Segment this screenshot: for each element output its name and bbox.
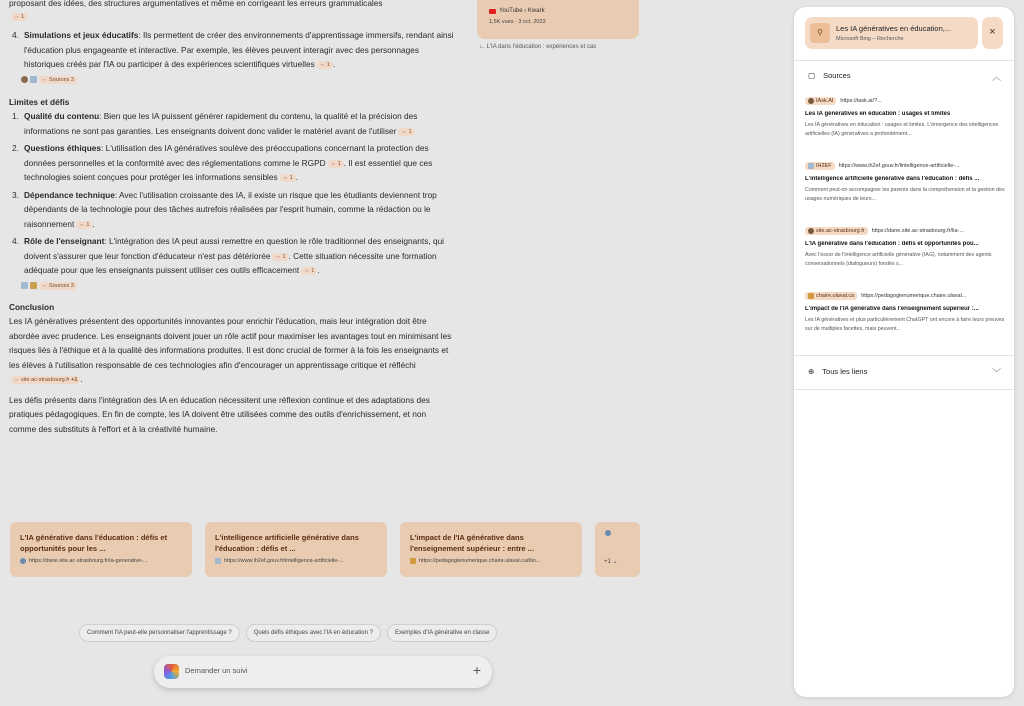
source-item[interactable]: chaire.ulaval.ca https://pedagogienumerique.chaire.ulaval... L'impact de l'IA générative dans l'enseignement supérieur :... Les IA génératives et plus particulièrement ChatGPT ont encore à faire leurs preuves sur de multiples facettes, mais peuvent... [805, 293, 1005, 332]
source-description: Les IA génératives en éducation : usages et limites. L'émergence des intelligences artificielles (IA) génératives a profondément... [805, 122, 999, 137]
site-icon [410, 558, 416, 564]
site-icon [808, 163, 814, 169]
site-icon [20, 558, 26, 564]
site-icon [215, 558, 221, 564]
card-title: L'intelligence artificielle générative dans l'éducation : défis et ... [215, 533, 359, 553]
source-item[interactable]: site.ac-strasbourg.fr https://dane.site.ac-strasbourg.fr/lia-... L'IA générative dans l'éducation : défis et opportunités pou... Avec l'essor de l'intelligence artificielle générative (IAG), notamment des agents conversationnels (dialogueurs) fondés s... [805, 227, 1005, 269]
source-title: L'intelligence artificielle générative dans l'éducation : défis ... [805, 176, 980, 182]
citation-badge[interactable]: ⇔ site.ac-strasbourg.fr +1 [11, 376, 80, 384]
card-title: L'impact de l'IA générative dans l'enseignement supérieur : entre ... [410, 533, 534, 553]
source-url: https://pedagogienumerique.chaire.ulaval... [861, 293, 967, 299]
source-description: Avec l'essor de l'intelligence artificielle générative (IAG), notamment des agents conversationnels (dialogueurs) fondés s... [805, 252, 992, 267]
more-links-card[interactable]: +1 ⌄ [595, 522, 640, 577]
citation-badge[interactable]: ⇔ 1 [272, 253, 288, 261]
site-icon [808, 98, 814, 104]
site-icon [808, 293, 814, 299]
all-links-header[interactable]: ⊕ Tous les liens [808, 367, 868, 376]
site-icon [30, 76, 37, 83]
link-card[interactable] [205, 522, 387, 577]
link-cards [10, 522, 640, 577]
sources-panel [794, 7, 1014, 697]
list-item: 4. Simulations et jeux éducatifs: Ils permettent de créer des environnements d'apprentissage immersifs, rendant ainsi l'éducation plus engageante et interactive. Par exemple, les élèves peuvent interagir avec des personnages historiques créés par l'IA ou participer à des expériences scientifiques virtuelles ⇔ 1 . [12, 30, 454, 69]
source-url: https://www.ih2ef.gouv.fr/lintelligence-artificielle-... [838, 163, 960, 169]
paragraph: Les IA génératives présentent des opportunités innovantes pour enrichir l'éducation, mais leur intégration doit être abordée avec prudence. Les enseignants doivent jouer un rôle actif pour maximiser les avantages tout en minimisant les risques liés à l'éthique et à la qualité des informations produites. Il est donc crucial de former à la fois les enseignants et les élèves à l'utilisation responsable de ces technologies afin d'encourager un apprentissage critique et réfléchi⇔ site.ac-strasbourg.fr +1 . [9, 316, 452, 384]
site-icon [808, 228, 814, 234]
source-title: Les IA génératives en éducation : usages et limites [805, 111, 951, 117]
search-engine: Microsoft Bing – Recherche [836, 36, 904, 42]
suggestion-chips [79, 624, 497, 642]
sources-header[interactable]: ▢ Sources [808, 71, 851, 80]
source-url: https://iask.ai/?... [840, 98, 882, 104]
video-card[interactable] [477, 0, 639, 39]
youtube-label: YouTube › Kwark [489, 8, 545, 14]
document-icon: ▢ [808, 71, 816, 80]
search-icon: ⚲ [810, 23, 830, 43]
followup-input[interactable] [154, 656, 492, 688]
site-icon [605, 530, 611, 536]
suggestion-chip[interactable]: Exemples d'IA générative en classe [387, 624, 498, 642]
source-item[interactable]: IAsk.AI https://iask.ai/?... Les IA génératives en éducation : usages et limites Les IA génératives en éducation : usages et limites. L'émergence des intelligences artificielles (IA) génératives a profondément... [805, 97, 1005, 139]
chevron-down-icon: ⌄ [612, 559, 618, 565]
chevron-down-icon[interactable]: ﹀ [991, 368, 1001, 378]
list-item: 4. Rôle de l'enseignant: L'intégration des IA peut aussi remettre en question le rôle traditionnel des enseignants, qui doivent s'assurer que leur fonction d'éducateur n'est pas détériorée ⇔ 1 . Cette situation nécessite une formation adéquate pour que les enseignants puissent utiliser ces outils efficacement ⇔ 1 . [12, 236, 445, 275]
source-description: Comment peut-on accompagner les parents dans la compréhension et la gestion des usages numériques de leurs... [805, 187, 1005, 202]
citation-badge[interactable]: ⇔ 1 [11, 13, 27, 21]
citation-badge[interactable]: ⇔ 1 [328, 160, 344, 168]
list-item: 1. Qualité du contenu: Bien que les IA puissent générer rapidement du contenu, la qualité et la précision des informations ne sont pas garanties. Les enseignants doivent donc valider le matériel avant de l'utiliser ⇔ 1 [12, 111, 418, 136]
sources-pill[interactable]: ⇔ Sources 3 [21, 280, 455, 292]
source-title: L'impact de l'IA générative dans l'enseignement supérieur :... [805, 306, 979, 312]
site-icon [30, 282, 37, 289]
section-heading: Limites et défis [9, 96, 70, 107]
site-icon [21, 76, 28, 83]
paragraph: Les défis présents dans l'intégration des IA en éducation nécessitent une réflexion continue et des adaptations des pratiques pédagogiques. En fin de compte, les IA doivent être utilisées comme des outils d'enrichissement, et non comme des substituts à l'effort et à la créativité humaine. [9, 394, 430, 434]
youtube-icon [489, 9, 496, 14]
source-description: Les IA génératives et plus particulièrement ChatGPT ont encore à faire leurs preuves sur de multiples facettes, mais peuvent... [805, 317, 1005, 332]
list-item: 3. Dépendance technique: Avec l'utilisation croissante des IA, il existe un risque que les étudiants deviennent trop dépendants de la technologie pour des tâches autrefois réalisées par l'esprit humain, comme la rédaction ou le raisonnement ⇔ 1 . [12, 189, 437, 229]
section-heading: Conclusion [9, 301, 55, 312]
search-query-card[interactable] [805, 17, 978, 49]
text-fragment: proposant des idées, des structures argumentatives et même en corrigeant les erreurs grammaticales [9, 0, 383, 8]
video-caption[interactable]: ∟ L'IA dans l'éducation : expériences et cas [479, 44, 597, 50]
card-url: https://pedagogienumerique.chaire.ulaval.ca/blo... [419, 558, 541, 564]
video-meta: 1,5K vues · 3 oct. 2023 [489, 19, 546, 25]
link-card[interactable] [10, 522, 192, 577]
sources-pill[interactable]: ⇔ Sources 3 [21, 74, 455, 86]
citation-badge[interactable]: ⇔ 1 [301, 267, 317, 275]
card-url: https://dane.site.ac-strasbourg.fr/ia-generative-... [29, 558, 148, 564]
list-item: 2. Questions éthiques: L'utilisation des IA génératives soulève des préoccupations concernant la protection des données personnelles et la conformité avec des réglementations comme le RGPD ⇔ 1 . Il est essentiel que ces technologies soient conçues pour protéger les informations sensibles ⇔ 1 . [12, 143, 433, 182]
citation-badge[interactable]: ⇔ 1 [76, 221, 92, 229]
suggestion-chip[interactable]: Quels défis éthiques avec l'IA en éducation ? [246, 624, 381, 642]
search-query: Les IA génératives en éducation,... [836, 24, 952, 33]
source-title: L'IA générative dans l'éducation : défis et opportunités pou... [805, 241, 979, 247]
followup-placeholder: Demander un suivi [185, 666, 248, 675]
citation-badge[interactable]: ⇔ 1 [317, 61, 333, 69]
globe-icon: ⊕ [808, 367, 815, 376]
source-item[interactable]: IH2EF https://www.ih2ef.gouv.fr/lintelligence-artificielle-... L'intelligence artificielle générative dans l'éducation : défis ... Comment peut-on accompagner les parents dans la compréhension et la gestion des usages numériques de leurs... [805, 163, 1005, 202]
card-title: L'IA générative dans l'éducation : défis et opportunités pour les ... [20, 533, 168, 553]
source-url: https://dane.site.ac-strasbourg.fr/lia-... [871, 228, 964, 234]
link-card[interactable] [400, 522, 582, 577]
close-button[interactable]: × [982, 17, 1003, 49]
answer-article [9, 0, 455, 436]
citation-badge[interactable]: ⇔ 1 [398, 128, 414, 136]
citation-badge[interactable]: ⇔ 1 [280, 174, 296, 182]
copilot-logo-icon [164, 664, 179, 679]
plus-button[interactable]: + [472, 662, 481, 678]
site-icon [21, 282, 28, 289]
card-url: https://www.ih2ef.gouv.fr/intelligence-artificielle-... [224, 558, 344, 564]
chevron-up-icon[interactable]: ︿ [991, 72, 1001, 82]
suggestion-chip[interactable]: Comment l'IA peut-elle personnaliser l'apprentissage ? [79, 624, 240, 642]
